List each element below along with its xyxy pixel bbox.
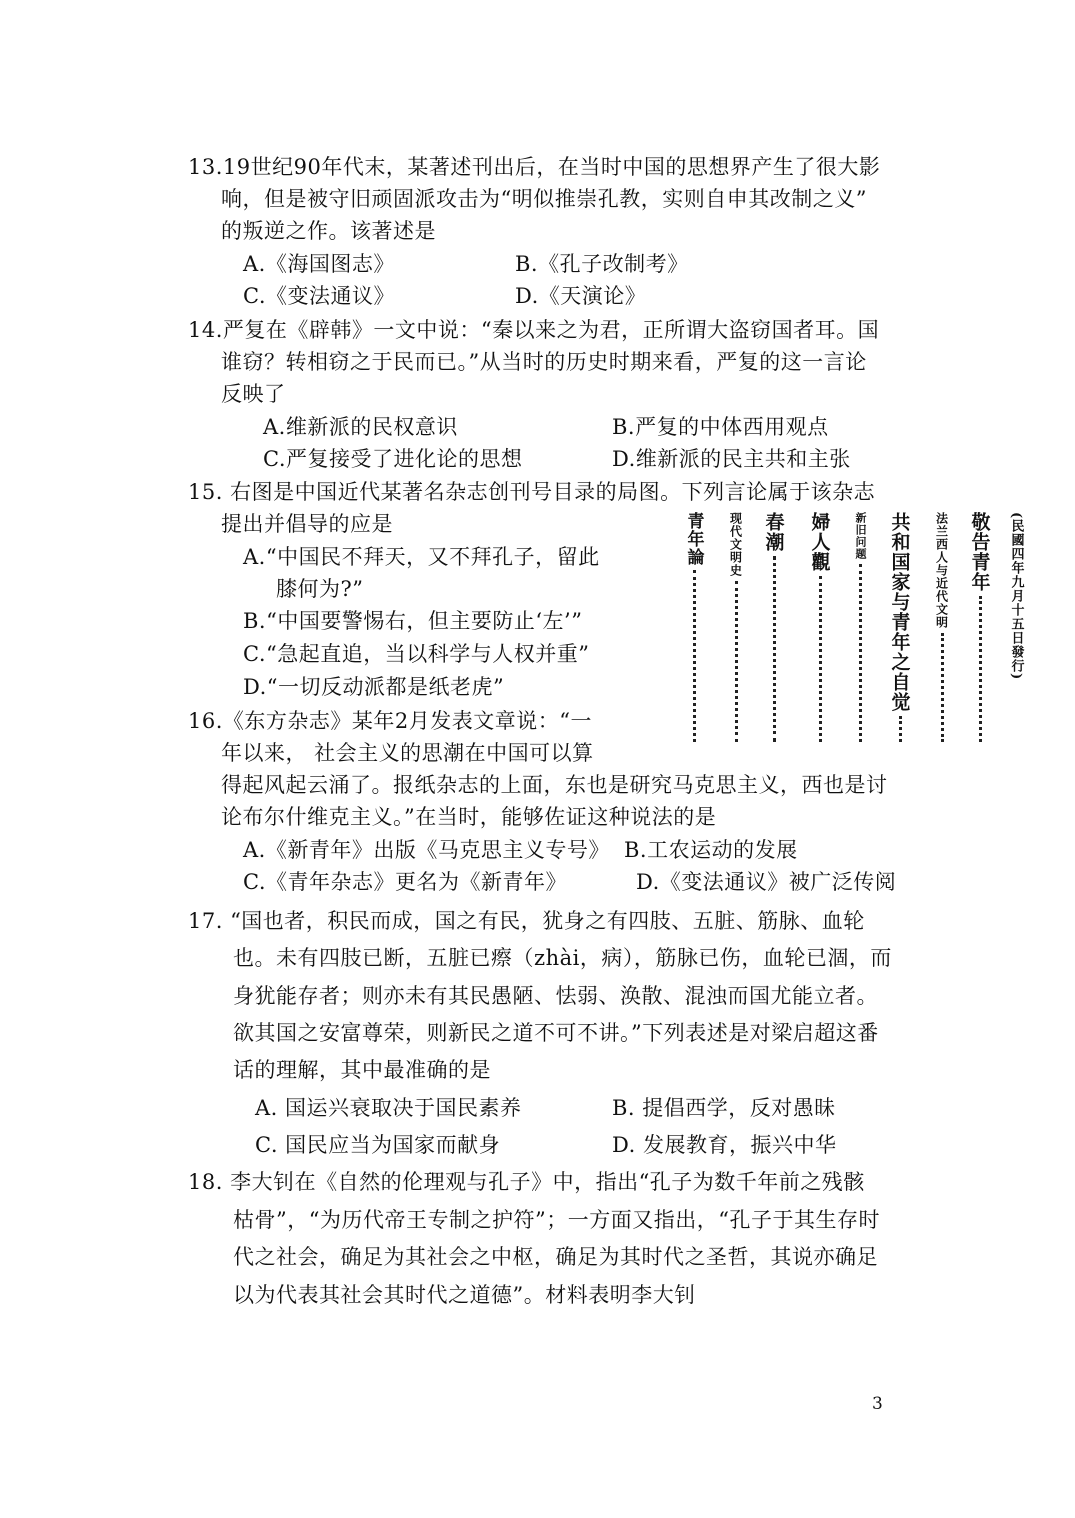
q15-option-b: B.“中国要警惕右，但主要防止‘左’”: [243, 609, 583, 633]
q15-option-a: A.“中国民不拜天，又不拜孔子，留此: [243, 545, 600, 569]
figure-column-8: 青年論: [681, 512, 707, 742]
figure-column-7: 现代文明史: [723, 512, 749, 742]
q13-option-d: D.《天演论》: [515, 284, 647, 308]
q14-line-2: 谁窃？转相窃之于民而已。”从当时的历史时期来看，严复的这一言论: [221, 350, 867, 374]
q13-line-1: 13.19世纪90年代末，某著述刊出后，在当时中国的思想界产生了很大影: [188, 155, 881, 179]
q14-option-d: D.维新派的民主共和主张: [612, 447, 851, 471]
q15-line-1: 15. 右图是中国近代某著名杂志创刊号目录的局图。下列言论属于该杂志: [188, 480, 876, 504]
figure-column-3: 共和国家与青年之自觉: [887, 512, 913, 742]
q14-option-a: A.维新派的民权意识: [263, 415, 458, 439]
q17-option-b: B. 提倡西学，反对愚昧: [612, 1096, 836, 1120]
q18-line-1: 18. 李大钊在《自然的伦理观与孔子》中，指出“孔子为数千年前之残骸: [188, 1170, 865, 1194]
q14-option-b: B.严复的中体西用观点: [612, 415, 829, 439]
q13-option-b: B.《孔子改制考》: [515, 252, 689, 276]
q13-line-3: 的叛逆之作。该著述是: [221, 219, 436, 243]
q18-line-3: 代之社会，确足为其社会之中枢，确足为其时代之圣哲，其说亦确足: [233, 1245, 878, 1269]
q15-line-2: 提出并倡导的应是: [221, 512, 393, 536]
q17-line-3: 身犹能存者；则亦未有其民愚陋、怯弱、涣散、混浊而国尤能立者。: [233, 984, 878, 1008]
q16-line-3: 得起风起云涌了。报纸杂志的上面，东也是研究马克思主义，西也是讨: [221, 773, 888, 797]
q14-line-1: 14.严复在《辟韩》一文中说：“秦以来之为君，正所谓大盗窃国者耳。国: [188, 318, 880, 342]
q15-option-d: D.“一切反动派都是纸老虎”: [243, 675, 505, 699]
q16-option-d: D.《变法通议》被广泛传阅: [636, 870, 897, 894]
q16-line-1: 16.《东方杂志》某年2月发表文章说：“一: [188, 709, 592, 733]
q13-option-c: C.《变法通议》: [243, 284, 395, 308]
q16-option-a: A.《新青年》出版《马克思主义专号》: [243, 838, 610, 862]
figure-column-6: 春潮: [761, 512, 787, 742]
q17-option-d: D. 发展教育，振兴中华: [612, 1133, 837, 1157]
q14-option-c: C.严复接受了进化论的思想: [263, 447, 523, 471]
q13-option-a: A.《海国图志》: [243, 252, 395, 276]
q16-option-c: C.《青年杂志》更名为《新青年》: [243, 870, 567, 894]
figure-date: (民國四年九月十五日發行): [1008, 512, 1024, 681]
q16-option-b: B.工农运动的发展: [624, 838, 798, 862]
figure-column-4: 新旧问题: [847, 512, 873, 742]
q16-line-2: 年以来， 社会主义的思潮在中国可以算: [221, 741, 594, 765]
q17-option-c: C. 国民应当为国家而献身: [255, 1133, 501, 1157]
figure-column-2: 法兰西人与近代文明: [929, 512, 955, 742]
q17-line-4: 欲其国之安富尊荣，则新民之道不可不讲。”下列表述是对梁启超这番: [233, 1021, 879, 1045]
q17-line-2: 也。未有四肢已断，五脏已瘵（zhài，病），筋脉已伤，血轮已涸，而: [233, 946, 892, 970]
figure-column-5: 婦人觀: [807, 512, 833, 742]
q15-option-a-cont: 膝何为?”: [276, 577, 364, 601]
magazine-contents-figure: [675, 512, 1043, 752]
figure-column-1: 敬告青年: [967, 512, 993, 742]
q17-line-1: 17. “国也者，积民而成，国之有民，犹身之有四肢、五脏、筋脉、血轮: [188, 909, 865, 933]
q14-line-3: 反映了: [221, 382, 286, 406]
page-number: 3: [872, 1394, 883, 1414]
q15-option-c: C.“急起直追，当以科学与人权并重”: [243, 642, 590, 666]
q13-line-2: 响，但是被守旧顽固派攻击为“明似推崇孔教，实则自申其改制之义”: [221, 187, 867, 211]
q18-line-2: 枯骨”，“为历代帝王专制之护符”；一方面又指出，“孔子于其生存时: [233, 1208, 880, 1232]
q18-line-4: 以为代表其社会其时代之道德”。材料表明李大钊: [233, 1283, 696, 1307]
q17-option-a: A. 国运兴衰取决于国民素养: [255, 1096, 522, 1120]
q16-line-4: 论布尔什维克主义。”在当时，能够佐证这种说法的是: [221, 805, 717, 829]
q17-line-5: 话的理解，其中最准确的是: [233, 1058, 491, 1082]
